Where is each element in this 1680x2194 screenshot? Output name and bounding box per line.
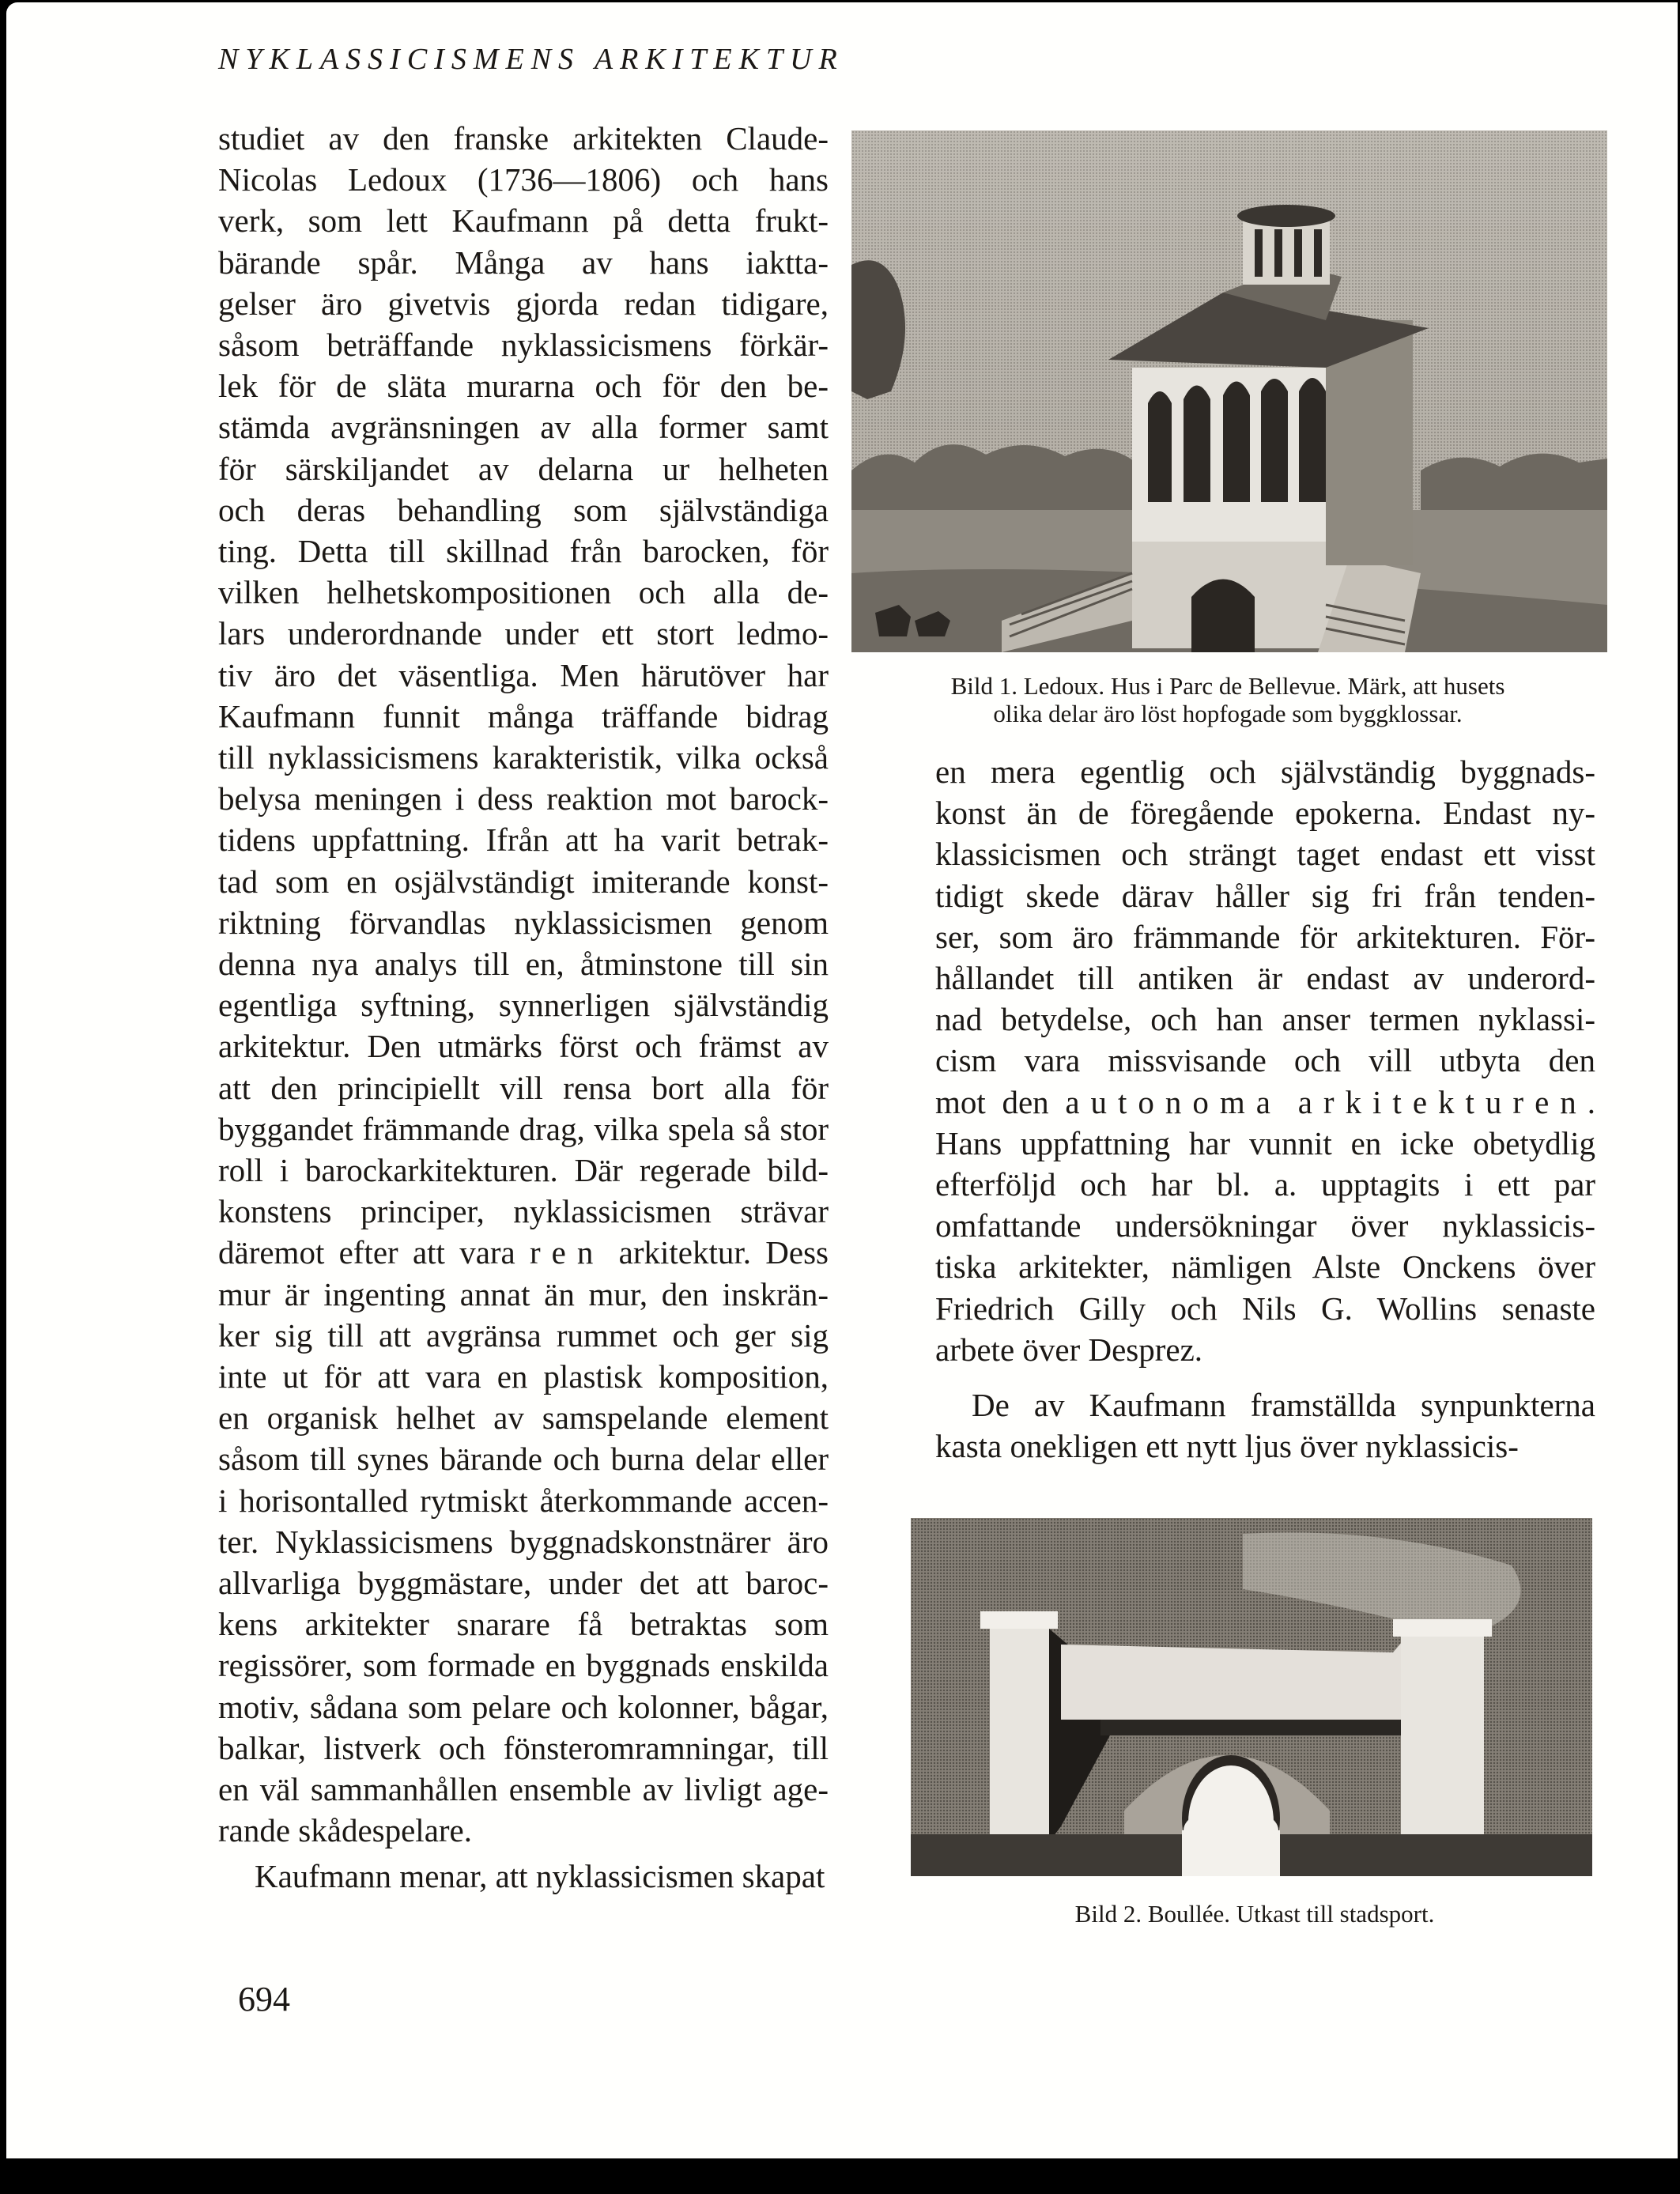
text-run: omfattande undersökningar över nyklassicis- [935,1207,1595,1244]
text-line [218,406,829,447]
text-line [218,861,829,902]
text-line [935,875,1595,916]
text-run: arbete över Desprez. [935,1331,1203,1368]
emphasis-spaced: arkitekturen [1297,1083,1588,1120]
figure-1-ledoux-house-image [851,130,1607,652]
text-run: balkar, listverk och fönsteromramningar, till [218,1729,829,1766]
page-number: 694 [238,1980,290,2018]
text-line [218,572,829,613]
text-run: konst än de föregående epokerna. Endast ny- [935,795,1595,832]
text-line [218,1645,829,1686]
text-run: motiv, sådana som pelare och kolonner, bågar, [218,1688,829,1725]
text-line [218,1150,829,1191]
text-line [935,1288,1595,1329]
text-run: stämda avgränsningen av alla former samt [218,409,829,446]
text-line [218,489,829,531]
text-run: rande skådespelare. [218,1812,472,1849]
text-line [218,1067,829,1108]
text-line [218,1274,829,1315]
text-line [218,1438,829,1479]
text-line [218,1232,829,1273]
text-run: nad betydelse, och han anser termen nyklassi- [935,1001,1595,1038]
text-run: arkitektur. Dess [604,1234,829,1271]
text-line [218,655,829,696]
text-run: klassicismen och strängt taget endast ett visst [935,836,1595,873]
text-line [935,916,1595,957]
text-run: riktning förvandlas nyklassicismen genom [218,904,829,941]
boullee-gate-engraving [911,1518,1592,1876]
text-run: i horisontalled rytmiskt återkommande accen- [218,1482,829,1519]
text-line [935,1426,1595,1467]
text-run: ser, som äro främmande för arkitekturen. För- [935,918,1595,955]
text-line [218,984,829,1025]
text-run: Nicolas Ledoux (1736—1806) och hans [218,161,829,198]
text-run: bärande spår. Många av hans iaktta- [218,244,829,281]
text-run: egentliga syftning, synnerligen självständig [218,987,829,1024]
text-line [218,1191,829,1232]
text-run: Hans uppfattning har vunnit en icke obetydlig [935,1124,1595,1161]
figure-1-caption-line-1: Bild 1. Ledoux. Hus i Parc de Bellevue. Märk, att husets [950,672,1505,700]
text-line [218,1856,829,1897]
text-run: roll i barockarkitekturen. Där regerade bild- [218,1152,829,1188]
text-line [218,1562,829,1603]
text-line [935,1123,1595,1164]
text-run: lars underordnande under ett stort ledmo- [218,615,829,652]
text-run: ter. Nyklassicismens byggnadskonstnärer äro [218,1523,829,1560]
text-run: denna nya analys till en, åtminstone till sin [218,946,829,982]
figure-1-caption-line-2: olika delar äro löst hopfogade som byggklossar. [993,700,1463,727]
text-line [218,737,829,778]
text-line [935,1246,1595,1287]
text-run: mur är ingenting annat än mur, den inskrän- [218,1275,829,1312]
text-line [218,1480,829,1521]
text-run: kasta onekligen ett nytt ljus över nyklassicis- [935,1428,1519,1465]
text-run: för särskiljandet av delarna ur helheten [218,450,829,487]
text-run: arkitektur. Den utmärks först och främst av [218,1028,829,1065]
text-line [218,365,829,406]
text-run: belysa meningen i dess reaktion mot barock- [218,780,829,818]
page [6,2,1678,2158]
text-run: hållandet till antiken är endast av underord- [935,960,1595,996]
text-line [218,1603,829,1645]
figure-1-caption [844,672,1611,727]
text-line [935,957,1595,999]
text-line [218,1521,829,1562]
running-head: NYKLASSICISMENS ARKITEKTUR [218,43,844,76]
text-line [218,1810,829,1851]
text-run: en organisk helhet av samspelande element [218,1399,829,1437]
text-run: De av Kaufmann framställda synpunkterna [972,1387,1595,1423]
text-run: lek för de släta murarna och för den be- [218,368,829,405]
text-line [935,751,1595,792]
text-run: konstens principer, nyklassicismen strävar [218,1193,829,1230]
text-line [218,1315,829,1356]
text-run: . [1587,1083,1596,1120]
text-line [218,324,829,365]
text-run: Kaufmann funnit många träffande bidrag [218,697,829,734]
text-run: verk, som lett Kaufmann på detta frukt- [218,202,829,240]
text-line [218,283,829,324]
text-line [218,1686,829,1728]
text-line [218,159,829,200]
text-run: till nyklassicismens karakteristik, vilka också [218,739,829,776]
text-line [935,1384,1595,1426]
text-line [218,902,829,943]
text-run: studiet av den franske arkitekten Claude- [218,120,829,157]
text-run: och deras behandling som självständiga [218,491,829,528]
text-run: vilken helhetskompositionen och alla de- [218,574,829,611]
text-line [218,819,829,860]
figure-2-boullee-gate-image [911,1518,1592,1876]
text-line [935,1164,1595,1205]
text-line [218,118,829,159]
text-run: ker sig till att avgränsa rummet och ger sig [218,1316,829,1354]
text-run: cism vara missvisande och vill utbyta den [935,1042,1595,1079]
emphasis-spaced: autonoma [1065,1083,1282,1120]
text-run: däremot efter att vara [218,1234,530,1271]
text-line [218,696,829,737]
text-line [218,1356,829,1397]
figure-2-caption: Bild 2. Boullée. Utkast till stadsport. [1074,1900,1435,1928]
text-line [218,1397,829,1438]
emphasis-spaced: ren [530,1234,605,1271]
text-line [935,1040,1595,1081]
text-run: tidigt skede därav håller sig fri från tenden- [935,877,1595,914]
text-line [935,792,1595,833]
text-line [218,448,829,489]
text-run: tad som en osjälvständigt imiterande konst- [218,863,829,900]
text-run: mot den [935,1083,1066,1120]
text-run: tidens uppfattning. Ifrån att ha varit betrak- [218,821,829,859]
text-line [935,1205,1595,1246]
text-run: såsom beträffande nyklassicismens förkär- [218,327,829,363]
text-run: kens arkitekter snarare få betraktas som [218,1606,829,1643]
text-line [218,1108,829,1150]
text-line [218,1025,829,1067]
text-run: såsom till synes bärande och burna delar eller [218,1441,829,1478]
text-line [218,1769,829,1810]
text-run: regissörer, som formade en byggnads enskilda [218,1647,829,1684]
text-run: ting. Detta till skillnad från barocken, för [218,533,829,569]
text-run: byggandet främmande drag, vilka spela så stor [218,1110,829,1147]
text-line [935,833,1595,874]
text-line [218,943,829,984]
text-run: Kaufmann menar, att nyklassicismen skapat [255,1858,825,1895]
text-line [935,1082,1595,1123]
text-run [1282,1084,1298,1120]
text-line [218,1728,829,1769]
text-run: att den principiellt vill rensa bort alla för [218,1069,829,1106]
text-run: tiv äro det väsentliga. Men härutöver har [218,656,829,693]
text-line [935,999,1595,1040]
text-run: tiska arkitekter, nämligen Alste Onckens över [935,1248,1595,1286]
text-line [218,613,829,654]
text-run: allvarliga byggmästare, under det att baroc- [218,1565,829,1601]
text-line [218,242,829,283]
text-run: efterföljd och har bl. a. upptagits i ett par [935,1166,1595,1203]
text-line [935,1329,1595,1370]
text-run: gelser äro givetvis gjorda redan tidigare, [218,285,829,322]
text-line [218,531,829,572]
text-run: Friedrich Gilly och Nils G. Wollins senaste [935,1290,1595,1327]
text-run: inte ut för att vara en plastisk komposition, [218,1358,829,1395]
text-line [218,200,829,241]
text-run: en väl sammanhållen ensemble av livligt age- [218,1771,829,1807]
ledoux-house-engraving [851,130,1607,652]
text-run: en mera egentlig och självständig byggnads- [935,753,1595,790]
text-line [218,778,829,819]
